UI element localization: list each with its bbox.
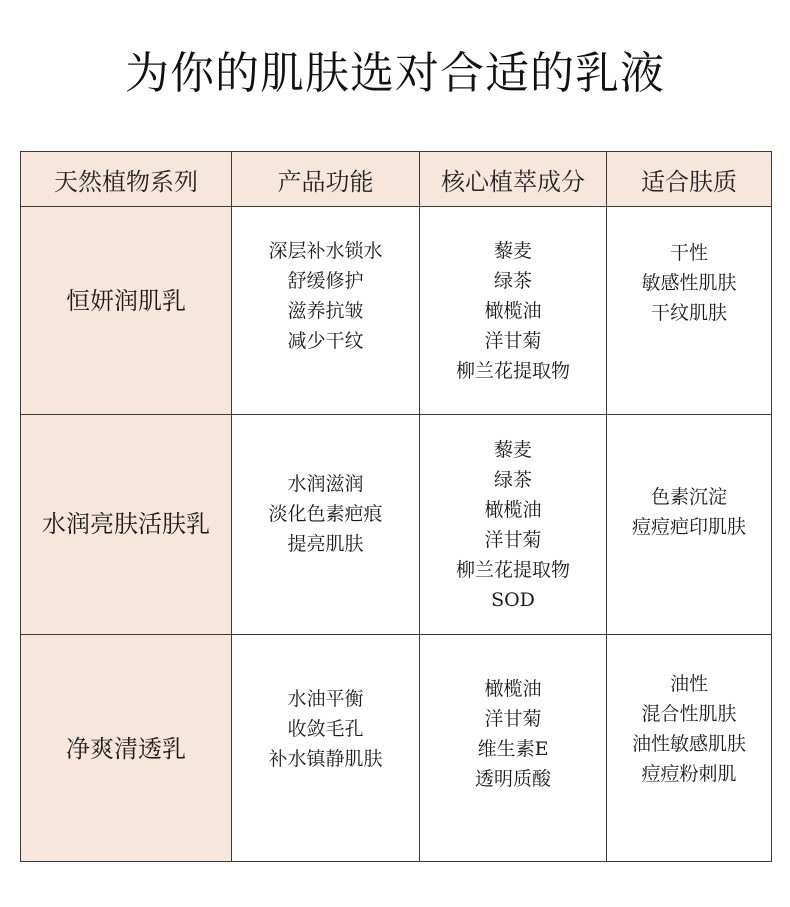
- function-item: 收敛毛孔: [287, 718, 364, 740]
- functions-cell: [232, 207, 420, 415]
- ingredient-item: 藜麦: [493, 239, 532, 262]
- ingredient-item: 洋甘菊: [484, 708, 542, 730]
- table-header-row: [21, 152, 772, 207]
- product-name-cell: [21, 207, 232, 415]
- ingredient-item: 洋甘菊: [484, 528, 542, 551]
- skin-type-item: 混合性肌肤: [641, 703, 737, 725]
- skin-type-item: 敏感性肌肤: [641, 271, 737, 294]
- function-item: 提亮肌肤: [287, 532, 364, 555]
- ingredient-item: 柳兰花提取物: [455, 558, 570, 581]
- ingredients-cell: [420, 415, 607, 635]
- ingredient-item: 柳兰花提取物: [455, 359, 570, 382]
- ingredient-item: 橄榄油: [484, 678, 542, 700]
- skin-types-cell: [607, 207, 772, 415]
- function-item: 减少干纹: [287, 329, 364, 352]
- function-item: 补水镇静肌肤: [268, 748, 383, 770]
- ingredient-item: 橄榄油: [484, 498, 542, 521]
- ingredients-cell: [420, 635, 607, 862]
- ingredient-item: SOD: [491, 588, 535, 611]
- ingredient-item: 绿茶: [493, 269, 532, 292]
- page-title: 为你的肌肤选对合适的乳液: [125, 48, 665, 99]
- functions-cell: [232, 415, 420, 635]
- product-name: 水润亮肤活肤乳: [42, 510, 210, 538]
- table-row: [21, 207, 772, 415]
- skin-type-item: 油性: [669, 673, 708, 695]
- ingredient-item: 绿茶: [493, 468, 532, 491]
- product-name: 净爽清透乳: [66, 734, 186, 763]
- ingredient-item: 透明质酸: [474, 768, 551, 790]
- skin-type-item: 干纹肌肤: [650, 301, 727, 324]
- product-name-cell: [21, 415, 232, 635]
- function-item: 水油平衡: [287, 688, 364, 710]
- functions-cell: [232, 635, 420, 862]
- ingredient-item: 洋甘菊: [484, 329, 542, 352]
- function-item: 舒缓修护: [287, 269, 364, 292]
- ingredient-item: 橄榄油: [484, 299, 542, 322]
- skin-type-item: 油性敏感肌肤: [631, 733, 746, 755]
- product-comparison-table: [20, 151, 772, 862]
- skin-type-item: 痘痘疤印肌肤: [631, 515, 746, 538]
- skin-type-item: 色素沉淀: [650, 485, 727, 508]
- skin-types-cell: [607, 415, 772, 635]
- ingredients-cell: [420, 207, 607, 415]
- header-ingredients: 核心植萃成分: [420, 152, 607, 207]
- header-functions: 产品功能: [232, 152, 420, 207]
- table-row: [21, 415, 772, 635]
- function-item: 水润滋润: [287, 472, 364, 495]
- ingredient-item: 维生素E: [477, 738, 549, 760]
- skin-type-item: 痘痘粉刺肌: [641, 763, 737, 785]
- ingredient-item: 藜麦: [493, 438, 532, 461]
- function-item: 淡化色素疤痕: [268, 502, 383, 525]
- function-item: 深层补水锁水: [268, 239, 383, 262]
- skin-types-cell: [607, 635, 772, 862]
- header-series: 天然植物系列: [21, 152, 232, 207]
- header-skin-types: 适合肤质: [607, 152, 772, 207]
- skin-type-item: 干性: [669, 241, 708, 264]
- table-row: [21, 635, 772, 862]
- product-name-cell: [21, 635, 232, 862]
- function-item: 滋养抗皱: [287, 299, 364, 322]
- product-name: 恒妍润肌乳: [66, 287, 186, 315]
